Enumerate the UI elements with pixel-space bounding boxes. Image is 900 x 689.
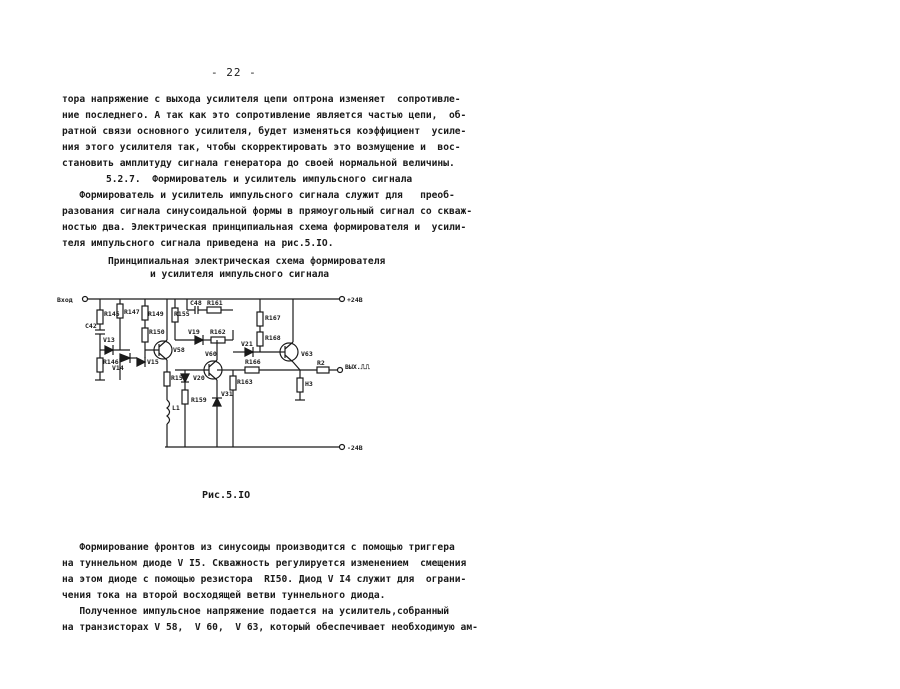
- text-line: теля импульсного сигнала приведена на рис.5.IO.: [62, 238, 334, 249]
- label-v15: V15: [147, 358, 159, 366]
- label-v13: V13: [103, 336, 115, 344]
- label-v21: V21: [241, 340, 253, 348]
- label-r2: R2: [317, 359, 325, 367]
- text-line: ратной связи основного усилителя, будет изменяться коэффициент усиле-: [62, 126, 467, 137]
- label-input: Вход: [57, 296, 73, 304]
- text-line: ние последнего. А так как это сопротивление является частью цепи, об-: [62, 110, 467, 121]
- label-r159: R159: [191, 396, 207, 404]
- label-h3: H3: [305, 380, 313, 388]
- text-line: разования сигнала синусоидальной формы в прямоугольный сигнал со сквaж-: [62, 206, 473, 217]
- text-line: Формирователь и усилитель импульсного сигнала служит для преоб-: [62, 190, 455, 201]
- label-output: ВЫХ.⎍⎍: [345, 363, 370, 371]
- label-r145: R145: [104, 310, 120, 318]
- label-l1: L1: [172, 404, 180, 412]
- text-line: Формирование фронтов из синусоиды производится с помощью триггера: [62, 542, 455, 553]
- section-heading: 5.2.7. Формирователь и усилитель импульсного сигнала: [106, 174, 413, 185]
- label-c42: C42: [85, 322, 97, 330]
- page-number: - 22 -: [211, 66, 257, 79]
- label-r168: R168: [265, 334, 281, 342]
- label-v63: V63: [301, 350, 313, 358]
- label-plus-supply: +24В: [347, 296, 363, 304]
- label-r167: R167: [265, 314, 281, 322]
- label-v31: V31: [221, 390, 233, 398]
- label-r161: R161: [207, 299, 223, 307]
- text-line: ностью два. Электрическая принципиальная схема формирователя и усили-: [62, 222, 467, 233]
- label-r146: R146: [103, 358, 119, 366]
- label-r166: R166: [245, 358, 261, 366]
- figure-caption: Рис.5.IO: [202, 490, 251, 501]
- text-line: на этом диоде с помощью резистора RI50. Диод V I4 служит для ограни-: [62, 574, 467, 585]
- text-line: на транзисторах V 58, V 60, V 63, который обеспечивает необходимую ам-: [62, 622, 478, 633]
- label-v58: V58: [173, 346, 185, 354]
- text-line: становить амплитуду сигнала генератора до своей нормальной величины.: [62, 158, 455, 169]
- label-v19: V19: [188, 328, 200, 336]
- text-line: чения тока на второй восходящей ветви туннельного диода.: [62, 590, 386, 601]
- text-line: тора напряжение с выхода усилителя цепи оптрона изменяет сопротивле-: [62, 94, 461, 105]
- text-line: ния этого усилителя так, чтобы скорректировать это возмущение и вос-: [62, 142, 461, 153]
- text-line: Полученное импульсное напряжение подается на усилитель,собранный: [62, 606, 449, 617]
- circuit-schematic: [55, 290, 385, 460]
- label-c48: C48: [190, 299, 202, 307]
- label-r147: R147: [124, 308, 140, 316]
- label-v20: V20: [193, 374, 205, 382]
- label-r163: R163: [237, 378, 253, 386]
- label-r155: R155: [174, 310, 190, 318]
- label-v14: V14: [112, 364, 124, 372]
- label-r149: R149: [148, 310, 164, 318]
- circuit-title-line: и усилителя импульсного сигнала: [150, 269, 330, 280]
- label-v60: V60: [205, 350, 217, 358]
- label-minus-supply: -24В: [347, 444, 363, 452]
- label-r157: R157: [171, 374, 187, 382]
- text-line: на туннельном диоде V I5. Скважность регулируется изменением смещения: [62, 558, 467, 569]
- label-r150: R150: [149, 328, 165, 336]
- circuit-title-line: Принципиальная электрическая схема формирователя: [108, 256, 386, 267]
- label-r162: R162: [210, 328, 226, 336]
